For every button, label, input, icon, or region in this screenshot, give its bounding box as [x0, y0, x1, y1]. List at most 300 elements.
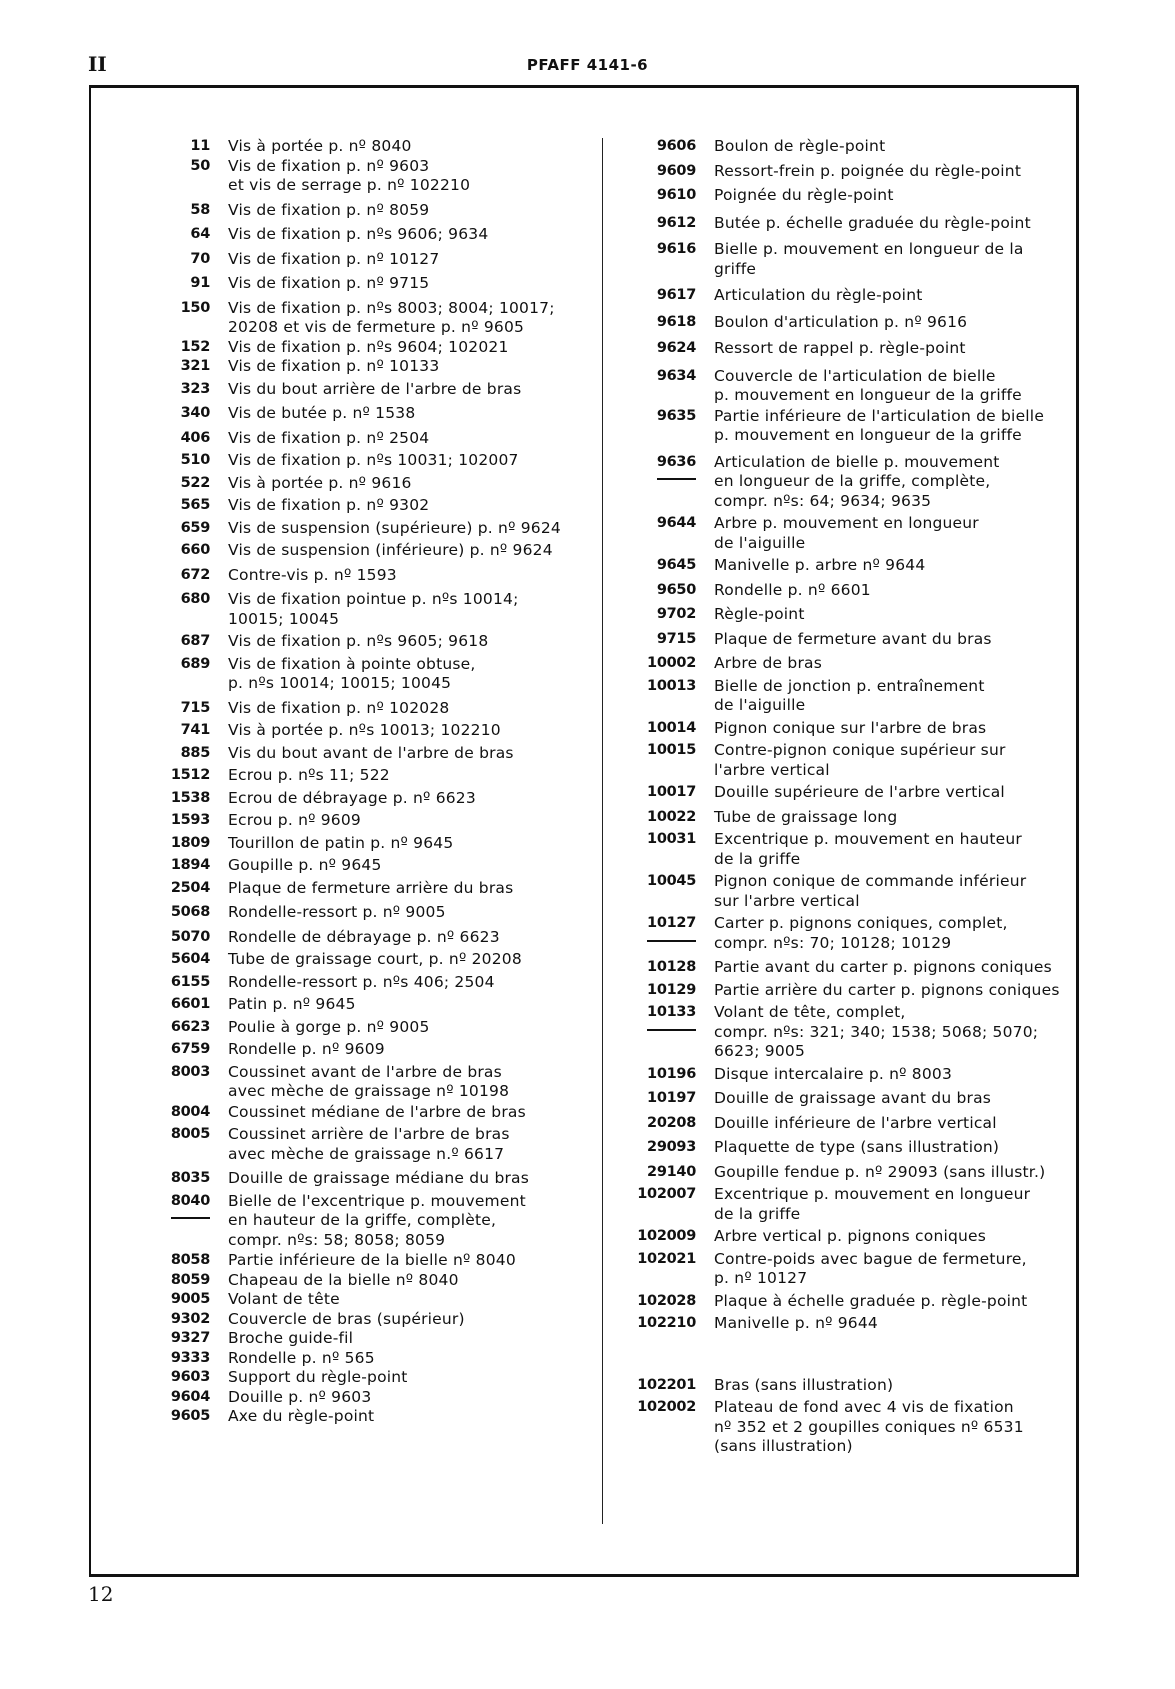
- part-number: [160, 429, 210, 449]
- part-entry: [160, 1310, 590, 1330]
- part-entry: [160, 834, 590, 854]
- part-number-text: 1809: [170, 834, 210, 851]
- part-number: [630, 313, 696, 333]
- part-description: [210, 973, 590, 993]
- part-description: [696, 556, 1070, 576]
- part-number: [630, 1065, 696, 1085]
- part-description: [696, 339, 1070, 359]
- part-number-text: 6155: [170, 973, 210, 990]
- part-entry: [160, 357, 590, 377]
- part-entry: [630, 407, 1070, 446]
- part-entry: [160, 699, 590, 719]
- part-number: [630, 407, 696, 427]
- part-number: [160, 879, 210, 899]
- part-number-text: 9005: [170, 1291, 210, 1307]
- part-number: [630, 1089, 696, 1109]
- part-description: [210, 519, 590, 539]
- part-number-text: 9715: [656, 630, 696, 647]
- part-number: [160, 474, 210, 494]
- part-number-text: 10013: [647, 677, 696, 694]
- part-number: [160, 928, 210, 948]
- part-entry: [630, 830, 1070, 869]
- part-description: [210, 632, 590, 652]
- part-number-text: 672: [180, 566, 210, 583]
- part-entry: [160, 1251, 590, 1271]
- part-entry: [630, 605, 1070, 625]
- part-description: [210, 766, 590, 786]
- part-entry: [160, 157, 590, 196]
- part-number-text: 522: [180, 474, 210, 491]
- part-number-text: 6623: [170, 1018, 210, 1035]
- part-number: [630, 981, 696, 1001]
- description-line: Vis de fixation p. nºs 10031; 102007: [228, 451, 519, 469]
- part-number-text: 8004: [170, 1103, 210, 1120]
- description-line: de la griffe: [714, 1204, 801, 1223]
- part-number-text: 64: [190, 226, 210, 242]
- description-line: de la griffe: [714, 849, 801, 868]
- part-description: [210, 496, 590, 516]
- part-entry: [160, 137, 590, 157]
- part-entry: [630, 453, 1070, 512]
- part-number-text: 9634: [656, 367, 696, 384]
- part-description: [210, 1103, 590, 1123]
- part-entry: [630, 339, 1070, 359]
- part-number-text: 91: [190, 275, 210, 291]
- part-entry: [630, 719, 1070, 739]
- part-entry: [630, 1065, 1070, 1085]
- part-description: [210, 299, 590, 338]
- part-number: [160, 250, 210, 270]
- part-entry: [160, 1040, 590, 1060]
- part-description: [696, 741, 1070, 780]
- description-line: Rondelle p. nº 6601: [714, 580, 871, 599]
- part-description: [210, 404, 590, 424]
- description-line: Rondelle-ressort p. nºs 406; 2504: [228, 972, 495, 991]
- part-entry: [160, 299, 590, 338]
- part-entry: [160, 274, 590, 294]
- part-description: [210, 451, 590, 471]
- part-entry: [160, 474, 590, 494]
- description-line: Vis de fixation p. nºs 8003; 8004; 10017;: [228, 298, 555, 317]
- part-number: [160, 1251, 210, 1271]
- part-description: [696, 1163, 1070, 1183]
- part-description: [696, 186, 1070, 206]
- part-number-text: 10014: [647, 719, 696, 736]
- part-description: [696, 1138, 1070, 1158]
- part-number-text: 10045: [647, 873, 696, 889]
- description-line: Douille inférieure de l'arbre vertical: [714, 1113, 997, 1132]
- part-description: [210, 1271, 590, 1291]
- part-number: [630, 1003, 696, 1023]
- part-entry: [160, 590, 590, 629]
- part-number-text: 102028: [637, 1292, 696, 1309]
- description-line: Rondelle p. nº 565: [228, 1348, 375, 1367]
- description-line: Support du règle-point: [228, 1368, 408, 1386]
- part-entry: [160, 1063, 590, 1102]
- part-number: [630, 556, 696, 576]
- part-entry: [630, 783, 1070, 803]
- part-description: [210, 903, 590, 923]
- description-line: Disque intercalaire p. nº 8003: [714, 1064, 953, 1083]
- part-description: [696, 1376, 1070, 1396]
- part-number-text: 6601: [170, 996, 210, 1012]
- part-number: [160, 1063, 210, 1083]
- part-entry: [160, 1290, 590, 1310]
- part-description: [696, 1398, 1070, 1457]
- description-line: compr. nºs: 70; 10128; 10129: [714, 933, 952, 952]
- description-line: p. mouvement en longueur de la griffe: [714, 426, 1022, 444]
- part-entry: [160, 655, 590, 694]
- part-entry: [160, 380, 590, 400]
- description-line: Boulon d'articulation p. nº 9616: [714, 312, 968, 331]
- description-line: Bielle de jonction p. entraînement: [714, 676, 985, 695]
- part-description: [696, 1314, 1070, 1334]
- part-number: [630, 1398, 696, 1418]
- part-number: [160, 157, 210, 177]
- part-description: [210, 380, 590, 400]
- description-line: Articulation du règle-point: [714, 286, 923, 304]
- part-description: [696, 1065, 1070, 1085]
- part-description: [210, 856, 590, 876]
- part-entry: [630, 1292, 1070, 1312]
- description-line: Douille de graissage médiane du bras: [228, 1169, 530, 1187]
- part-number-text: 6759: [170, 1041, 210, 1057]
- part-description: [696, 808, 1070, 828]
- part-number: [630, 186, 696, 206]
- part-description: [696, 581, 1070, 601]
- part-number-text: 9702: [656, 606, 696, 622]
- part-description: [696, 783, 1070, 803]
- part-number-text: 9650: [656, 581, 696, 598]
- part-number: [160, 1407, 210, 1427]
- description-line: Vis de fixation p. nº 10133: [228, 357, 440, 375]
- part-entry: [160, 789, 590, 809]
- part-number: [160, 451, 210, 471]
- description-line: Arbre p. mouvement en longueur: [714, 514, 979, 532]
- part-entry: [160, 1388, 590, 1408]
- description-line: Coussinet arrière de l'arbre de bras: [228, 1125, 510, 1143]
- part-number-text: 8059: [170, 1271, 210, 1288]
- description-line: 20208 et vis de fermeture p. nº 9605: [228, 318, 525, 336]
- part-number-text: 10128: [647, 959, 696, 975]
- description-line: Rondelle-ressort p. nº 9005: [228, 903, 446, 921]
- description-line: Manivelle p. arbre nº 9644: [714, 556, 926, 574]
- description-line: Vis du bout arrière de l'arbre de bras: [228, 379, 522, 398]
- description-line: Poulie à gorge p. nº 9005: [228, 1017, 430, 1036]
- part-entry: [630, 313, 1070, 333]
- part-number: [630, 137, 696, 157]
- part-entry: [630, 1003, 1070, 1062]
- part-number: [160, 632, 210, 652]
- part-description: [210, 1251, 590, 1271]
- part-number: [160, 1125, 210, 1145]
- description-line: Contre-poids avec bague de fermeture,: [714, 1249, 1027, 1268]
- description-line: Plaque de fermeture arrière du bras: [228, 878, 514, 897]
- part-number: [160, 995, 210, 1015]
- part-number: [160, 590, 210, 610]
- part-number-text: 102002: [637, 1399, 696, 1415]
- part-description: [210, 1192, 590, 1251]
- part-number-text: 10197: [647, 1090, 696, 1106]
- part-number: [160, 744, 210, 764]
- description-line: Tube de graissage long: [714, 807, 898, 826]
- part-description: [696, 1089, 1070, 1109]
- part-number: [160, 541, 210, 561]
- part-number-text: 9624: [656, 340, 696, 356]
- part-number-text: 10196: [647, 1065, 696, 1082]
- part-entry: [160, 1125, 590, 1164]
- left-column: [160, 137, 590, 1427]
- part-number-text: 9645: [656, 557, 696, 573]
- description-line: Vis à portée p. nºs 10013; 102210: [228, 721, 501, 739]
- description-line: Contre-vis p. nº 1593: [228, 565, 397, 584]
- part-entry: [630, 914, 1070, 953]
- part-number: [160, 766, 210, 786]
- part-description: [210, 1349, 590, 1369]
- description-line: Vis de fixation p. nº 9302: [228, 496, 430, 514]
- description-line: Douille de graissage avant du bras: [714, 1089, 992, 1107]
- part-description: [696, 1227, 1070, 1247]
- part-number-text: 9302: [170, 1310, 210, 1327]
- description-line: Volant de tête, complet,: [714, 1003, 906, 1021]
- part-number-text: 715: [180, 699, 210, 716]
- part-number-text: 29140: [647, 1163, 696, 1180]
- column-divider: [602, 138, 603, 1524]
- description-line: Vis de fixation à pointe obtuse,: [228, 654, 476, 673]
- part-description: [696, 1114, 1070, 1134]
- description-line: Bielle p. mouvement en longueur de la griffe: [714, 240, 1024, 278]
- part-number-text: 340: [180, 405, 210, 421]
- part-number: [160, 225, 210, 245]
- description-line: de l'aiguille: [714, 533, 806, 552]
- part-description: [696, 958, 1070, 978]
- part-description: [210, 1310, 590, 1330]
- part-description: [210, 1368, 590, 1388]
- part-entry: [160, 429, 590, 449]
- section-number: II: [88, 52, 107, 76]
- part-description: [210, 1169, 590, 1189]
- part-entry: [160, 903, 590, 923]
- part-number-text: 510: [180, 452, 210, 468]
- part-entry: [160, 950, 590, 970]
- part-number-text: 885: [180, 744, 210, 761]
- part-entry: [160, 995, 590, 1015]
- description-line: Goupille p. nº 9645: [228, 856, 382, 874]
- part-description: [696, 654, 1070, 674]
- part-entry: [160, 201, 590, 221]
- part-description: [696, 605, 1070, 625]
- part-number: [160, 380, 210, 400]
- part-number: [630, 1250, 696, 1270]
- part-description: [696, 137, 1070, 157]
- part-entry: [630, 1376, 1070, 1396]
- part-entry: [630, 1163, 1070, 1183]
- part-description: [210, 1125, 590, 1164]
- part-number: [160, 338, 210, 358]
- part-entry: [160, 541, 590, 561]
- description-line: p. nºs 10014; 10015; 10045: [228, 674, 452, 692]
- part-number: [160, 137, 210, 157]
- description-line: et vis de serrage p. nº 102210: [228, 176, 471, 194]
- part-description: [696, 1250, 1070, 1289]
- part-entry: [160, 1349, 590, 1369]
- description-line: Vis de fixation p. nº 9715: [228, 274, 430, 292]
- part-entry: [630, 214, 1070, 234]
- part-number-text: 9609: [656, 162, 696, 179]
- part-number-text: 20208: [647, 1114, 696, 1131]
- description-line: Ressort-frein p. poignée du règle-point: [714, 161, 1022, 180]
- part-entry: [630, 240, 1070, 279]
- part-number: [160, 1290, 210, 1310]
- description-line: en longueur de la griffe, complète,: [714, 472, 991, 490]
- description-line: Vis à portée p. nº 9616: [228, 473, 412, 492]
- part-number-text: 659: [180, 519, 210, 536]
- part-entry: [160, 1192, 590, 1251]
- description-line: Butée p. échelle graduée du règle-point: [714, 213, 1031, 232]
- part-number: [630, 1314, 696, 1334]
- description-line: Douille supérieure de l'arbre vertical: [714, 783, 1005, 801]
- part-description: [696, 830, 1070, 869]
- part-entry: [160, 250, 590, 270]
- part-description: [210, 429, 590, 449]
- part-number: [160, 357, 210, 377]
- part-entry: [160, 1103, 590, 1123]
- description-line: Couvercle de l'articulation de bielle: [714, 366, 996, 385]
- description-line: Vis de butée p. nº 1538: [228, 404, 416, 422]
- part-number-text: 9617: [656, 287, 696, 303]
- part-number: [160, 1040, 210, 1060]
- description-line: Ecrou de débrayage p. nº 6623: [228, 788, 476, 807]
- part-number: [630, 783, 696, 803]
- description-line: Tourillon de patin p. nº 9645: [228, 833, 454, 852]
- description-line: Règle-point: [714, 605, 805, 623]
- description-line: Plaquette de type (sans illustration): [714, 1138, 1000, 1156]
- part-number-text: 321: [180, 358, 210, 374]
- description-line: Couvercle de bras (supérieur): [228, 1309, 465, 1328]
- description-line: Bras (sans illustration): [714, 1375, 894, 1394]
- part-description: [210, 1388, 590, 1408]
- part-description: [696, 214, 1070, 234]
- description-line: Douille p. nº 9603: [228, 1387, 372, 1406]
- part-description: [696, 719, 1070, 739]
- part-entry: [630, 556, 1070, 576]
- part-number-text: 10129: [647, 981, 696, 998]
- part-number: [630, 1185, 696, 1205]
- description-line: Partie avant du carter p. pignons coniques: [714, 958, 1052, 976]
- description-line: l'arbre vertical: [714, 760, 830, 779]
- description-line: Vis de suspension (supérieure) p. nº 9624: [228, 518, 561, 537]
- part-description: [210, 950, 590, 970]
- part-description: [696, 367, 1070, 406]
- part-entry: [160, 404, 590, 424]
- description-line: Tube de graissage court, p. nº 20208: [228, 950, 522, 968]
- part-number-text: 680: [180, 591, 210, 607]
- description-line: Axe du règle-point: [228, 1407, 375, 1425]
- part-description: [210, 1040, 590, 1060]
- part-description: [696, 872, 1070, 911]
- part-number: [630, 339, 696, 359]
- part-number-text: 1894: [170, 857, 210, 873]
- part-number: [630, 240, 696, 260]
- part-description: [210, 201, 590, 221]
- description-line: Bielle de l'excentrique p. mouvement: [228, 1191, 526, 1210]
- part-number-text: 5070: [170, 928, 210, 945]
- description-line: Partie inférieure de l'articulation de bielle: [714, 406, 1045, 425]
- description-line: Partie inférieure de la bielle nº 8040: [228, 1251, 516, 1269]
- description-line: Ecrou p. nº 9609: [228, 811, 361, 829]
- part-entry: [160, 928, 590, 948]
- part-number-text: 687: [180, 633, 210, 649]
- description-line: Vis de fixation p. nºs 9606; 9634: [228, 225, 489, 243]
- description-line: Manivelle p. nº 9644: [714, 1314, 878, 1332]
- description-line: Vis de fixation p. nº 8059: [228, 200, 430, 219]
- part-entry: [160, 766, 590, 786]
- description-line: Vis de fixation p. nº 10127: [228, 249, 440, 268]
- description-line: Carter p. pignons coniques, complet,: [714, 914, 1008, 932]
- part-entry: [630, 367, 1070, 406]
- description-line: de l'aiguille: [714, 696, 806, 714]
- part-number: [160, 566, 210, 586]
- part-description: [210, 274, 590, 294]
- description-line: Arbre de bras: [714, 654, 822, 672]
- part-number-text: 9635: [656, 407, 696, 424]
- part-entry: [630, 677, 1070, 716]
- part-number: [160, 1103, 210, 1123]
- description-line: Poignée du règle-point: [714, 186, 894, 204]
- description-line: Patin p. nº 9645: [228, 995, 356, 1013]
- part-number-text: 10127: [647, 914, 696, 934]
- part-number: [160, 1329, 210, 1349]
- description-line: Chapeau de la bielle nº 8040: [228, 1270, 459, 1289]
- part-description: [696, 453, 1070, 512]
- part-description: [210, 137, 590, 157]
- part-description: [210, 590, 590, 629]
- part-number-text: 102009: [637, 1228, 696, 1244]
- description-line: 10015; 10045: [228, 609, 340, 628]
- part-description: [696, 981, 1070, 1001]
- part-number: [160, 1018, 210, 1038]
- description-line: Pignon conique de commande inférieur: [714, 872, 1027, 890]
- part-number: [160, 496, 210, 516]
- part-description: [210, 834, 590, 854]
- part-number-text: 10002: [647, 655, 696, 671]
- part-number: [630, 1376, 696, 1396]
- part-number-text: 9612: [656, 214, 696, 231]
- part-number-text: 1538: [170, 789, 210, 806]
- description-line: Contre-pignon conique supérieur sur: [714, 741, 1006, 759]
- part-entry: [160, 973, 590, 993]
- part-description: [210, 250, 590, 270]
- part-number: [630, 914, 696, 934]
- part-description: [210, 1290, 590, 1310]
- part-description: [210, 744, 590, 764]
- part-entry: [160, 1368, 590, 1388]
- part-entry: [630, 741, 1070, 780]
- part-number: [160, 1192, 210, 1212]
- part-number: [630, 808, 696, 828]
- description-line: Vis de fixation pointue p. nºs 10014;: [228, 590, 519, 608]
- document-title: PFAFF 4141-6: [526, 56, 649, 74]
- description-line: (sans illustration): [714, 1437, 853, 1455]
- part-description: [210, 789, 590, 809]
- part-number-text: 102021: [637, 1250, 696, 1267]
- part-number-text: 9616: [656, 241, 696, 257]
- part-number-text: 9327: [170, 1330, 210, 1346]
- description-line: Coussinet avant de l'arbre de bras: [228, 1062, 502, 1081]
- part-entry: [630, 872, 1070, 911]
- description-line: Vis de fixation p. nºs 9604; 102021: [228, 337, 509, 356]
- part-number-text: 102007: [637, 1186, 696, 1202]
